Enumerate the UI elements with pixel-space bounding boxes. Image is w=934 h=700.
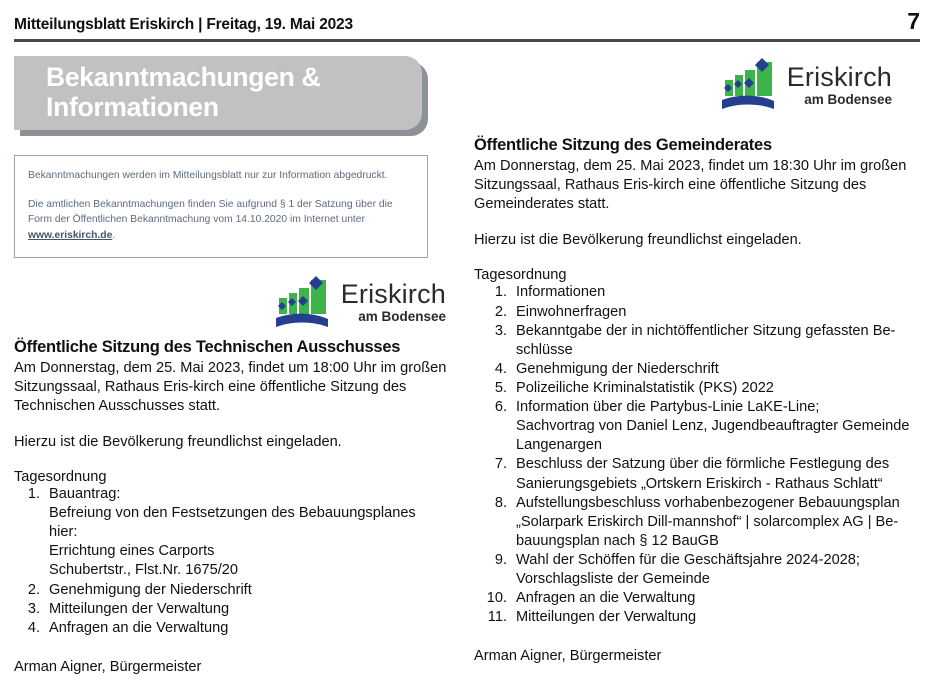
eriskirch-crest-icon (272, 274, 334, 332)
agenda-item (474, 494, 914, 551)
agenda-item-text (49, 581, 454, 600)
agenda-item-line: schlüsse (516, 341, 573, 358)
agenda-item-line: Polizeiliche Kriminalstatistik (PKS) 2022 (516, 379, 774, 396)
right-agenda-label: Tagesordnung (474, 267, 567, 284)
eriskirch-logo-secondary (474, 56, 914, 114)
agenda-item-line: Mitteilungen der Verwaltung (49, 600, 230, 617)
agenda-item-number: 6. (494, 399, 507, 416)
agenda-item (474, 322, 914, 360)
agenda-item-text (49, 619, 454, 638)
agenda-item-text (516, 379, 914, 398)
agenda-item (474, 589, 914, 608)
right-article-title: Öffentliche Sitzung des Gemeinderates (474, 136, 772, 154)
agenda-item-text (516, 494, 914, 551)
agenda-item-line: bauungsplan nach § 12 BauGB (516, 532, 719, 549)
agenda-item-text (516, 303, 914, 322)
agenda-item-text (516, 360, 914, 379)
legal-notice-text-before: Die amtlichen Bekanntmachungen finden Sie aufgrund § 1 der Satzung über die Form der Öffentlichen Bekanntmachung vom 14.10.2020 im Internet unter (28, 198, 393, 226)
agenda-item-line: Errichtung eines Carports (49, 543, 215, 560)
agenda-item-line: Genehmigung der Niederschrift (49, 581, 252, 598)
legal-notice-box (14, 155, 428, 258)
agenda-item-number: 11. (487, 609, 507, 626)
agenda-item (474, 283, 914, 302)
right-article-intro: Am Donnerstag, dem 25. Mai 2023, findet um 18:30 Uhr im großen Sitzungssaal, Rathaus Eris-kirch eine öffentliche Sitzung des Gemeinderates statt. (474, 158, 907, 213)
agenda-item-text (516, 283, 914, 302)
agenda-item-line: Anfragen an die Verwaltung (516, 590, 696, 607)
right-column (474, 56, 914, 664)
agenda-item-text (49, 485, 454, 581)
logo-subtitle: am Bodensee (358, 309, 446, 325)
agenda-item (14, 619, 454, 638)
agenda-item (14, 581, 454, 600)
agenda-item (474, 455, 914, 493)
agenda-item-number: 7. (494, 456, 507, 473)
agenda-item-line: „Solarpark Eriskirch Dill-mannshof“ | solarcomplex AG | Be- (516, 513, 899, 530)
agenda-item (474, 360, 914, 379)
agenda-item-number: 3. (27, 600, 40, 617)
agenda-item-number: 10. (486, 590, 507, 607)
agenda-item-number: 9. (494, 551, 507, 568)
banner-body (14, 56, 422, 130)
agenda-item-number: 2. (494, 303, 507, 320)
right-article-invitation: Hierzu ist die Bevölkerung freundlichst eingeladen. (474, 232, 802, 249)
page-number: 7 (907, 8, 920, 34)
agenda-item-number: 4. (27, 619, 40, 636)
agenda-item-text (516, 551, 914, 589)
agenda-item-number: 4. (494, 360, 507, 377)
left-article-title: Öffentliche Sitzung des Technischen Ausschusses (14, 337, 401, 356)
agenda-item-text (49, 600, 454, 619)
agenda-item-text (516, 322, 914, 360)
agenda-item-number: 8. (494, 494, 507, 511)
agenda-item-line: Bekanntgabe der in nichtöffentlicher Sitzung gefassten Be- (516, 322, 896, 339)
agenda-item (14, 485, 454, 581)
banner-line-2: Informationen (46, 92, 219, 122)
agenda-item-line: Vorschlagsliste der Gemeinde (516, 571, 710, 588)
agenda-item-line: Anfragen an die Verwaltung (49, 619, 229, 636)
left-agenda-label: Tagesordnung (14, 469, 107, 485)
logo-name: Eriskirch (340, 279, 446, 310)
agenda-item-text (516, 608, 914, 627)
agenda-item-line: Genehmigung der Niederschrift (516, 360, 719, 377)
agenda-item-number: 3. (494, 322, 507, 339)
agenda-item-line: Sanierungsgebiets „Ortskern Eriskirch - Rathaus Schlatt“ (516, 475, 883, 492)
agenda-item-number: 5. (494, 379, 507, 396)
agenda-item-line: Information über die Partybus-Linie LaKE-Line; (516, 399, 820, 416)
masthead-title: Mitteilungsblatt Eriskirch | Freitag, 19. Mai 2023 (14, 16, 353, 33)
agenda-item (14, 600, 454, 619)
left-agenda-list (14, 485, 454, 638)
right-signature: Arman Aigner, Bürgermeister (474, 648, 662, 665)
right-agenda-list (474, 283, 914, 627)
agenda-item-text (516, 455, 914, 493)
header-divider (14, 39, 920, 42)
agenda-item-line: Bauantrag: (49, 486, 121, 502)
eriskirch-crest-icon (718, 56, 780, 114)
section-banner (14, 56, 428, 136)
agenda-item-line: Beschluss der Satzung über die förmliche Festlegung des (516, 456, 890, 473)
agenda-item-line: Befreiung von den Festsetzungen des Bebauungsplanes (49, 505, 416, 522)
agenda-item (474, 379, 914, 398)
eriskirch-website-link[interactable]: www.eriskirch.de (28, 229, 113, 241)
agenda-item (474, 551, 914, 589)
agenda-item-line: Schubertstr., Flst.Nr. 1675/20 (49, 562, 238, 579)
logo-subtitle: am Bodensee (804, 91, 892, 107)
legal-notice-text-after: . (112, 229, 116, 241)
agenda-item-number: 1. (27, 486, 40, 502)
agenda-item-line: Informationen (516, 284, 606, 301)
agenda-item-line: Langenargen (516, 437, 603, 454)
left-article-invitation: Hierzu ist die Bevölkerung freundlichst eingeladen. (14, 433, 342, 450)
agenda-item-line: Aufstellungsbeschluss vorhabenbezogener Bebauungsplan (516, 494, 900, 511)
agenda-item-number: 1. (494, 284, 507, 301)
agenda-item (474, 303, 914, 322)
logo-name: Eriskirch (786, 61, 892, 92)
page-header (14, 10, 920, 34)
banner-line-1: Bekanntmachungen & (46, 62, 321, 93)
agenda-item (474, 398, 914, 455)
legal-notice-paragraph-2 (28, 197, 414, 244)
left-column (14, 56, 454, 675)
agenda-item (474, 608, 914, 627)
eriskirch-logo (14, 274, 454, 332)
logo-wordmark (341, 281, 446, 324)
agenda-item-number: 2. (27, 581, 40, 598)
left-signature: Arman Aigner, Bürgermeister (14, 658, 202, 675)
agenda-item-line: hier: (49, 524, 78, 541)
agenda-item-line: Sachvortrag von Daniel Lenz, Jugendbeauftragter Gemeinde (516, 418, 910, 435)
agenda-item-text (516, 589, 914, 608)
agenda-item-line: Mitteilungen der Verwaltung (516, 609, 697, 626)
legal-notice-paragraph-1: Bekanntmachungen werden im Mitteilungsblatt nur zur Information abgedruckt. (28, 170, 388, 181)
agenda-item-line: Einwohnerfragen (516, 303, 627, 320)
logo-wordmark (786, 61, 892, 107)
agenda-item-text (516, 398, 914, 455)
left-article-intro: Am Donnerstag, dem 25. Mai 2023, findet um 18:00 Uhr im großen Sitzungssaal, Rathaus Eris-kirch eine öffentliche Sitzung des Technischen Ausschusses statt. (14, 359, 447, 414)
agenda-item-line: Wahl der Schöffen für die Geschäftsjahre 2024-2028; (516, 551, 860, 568)
